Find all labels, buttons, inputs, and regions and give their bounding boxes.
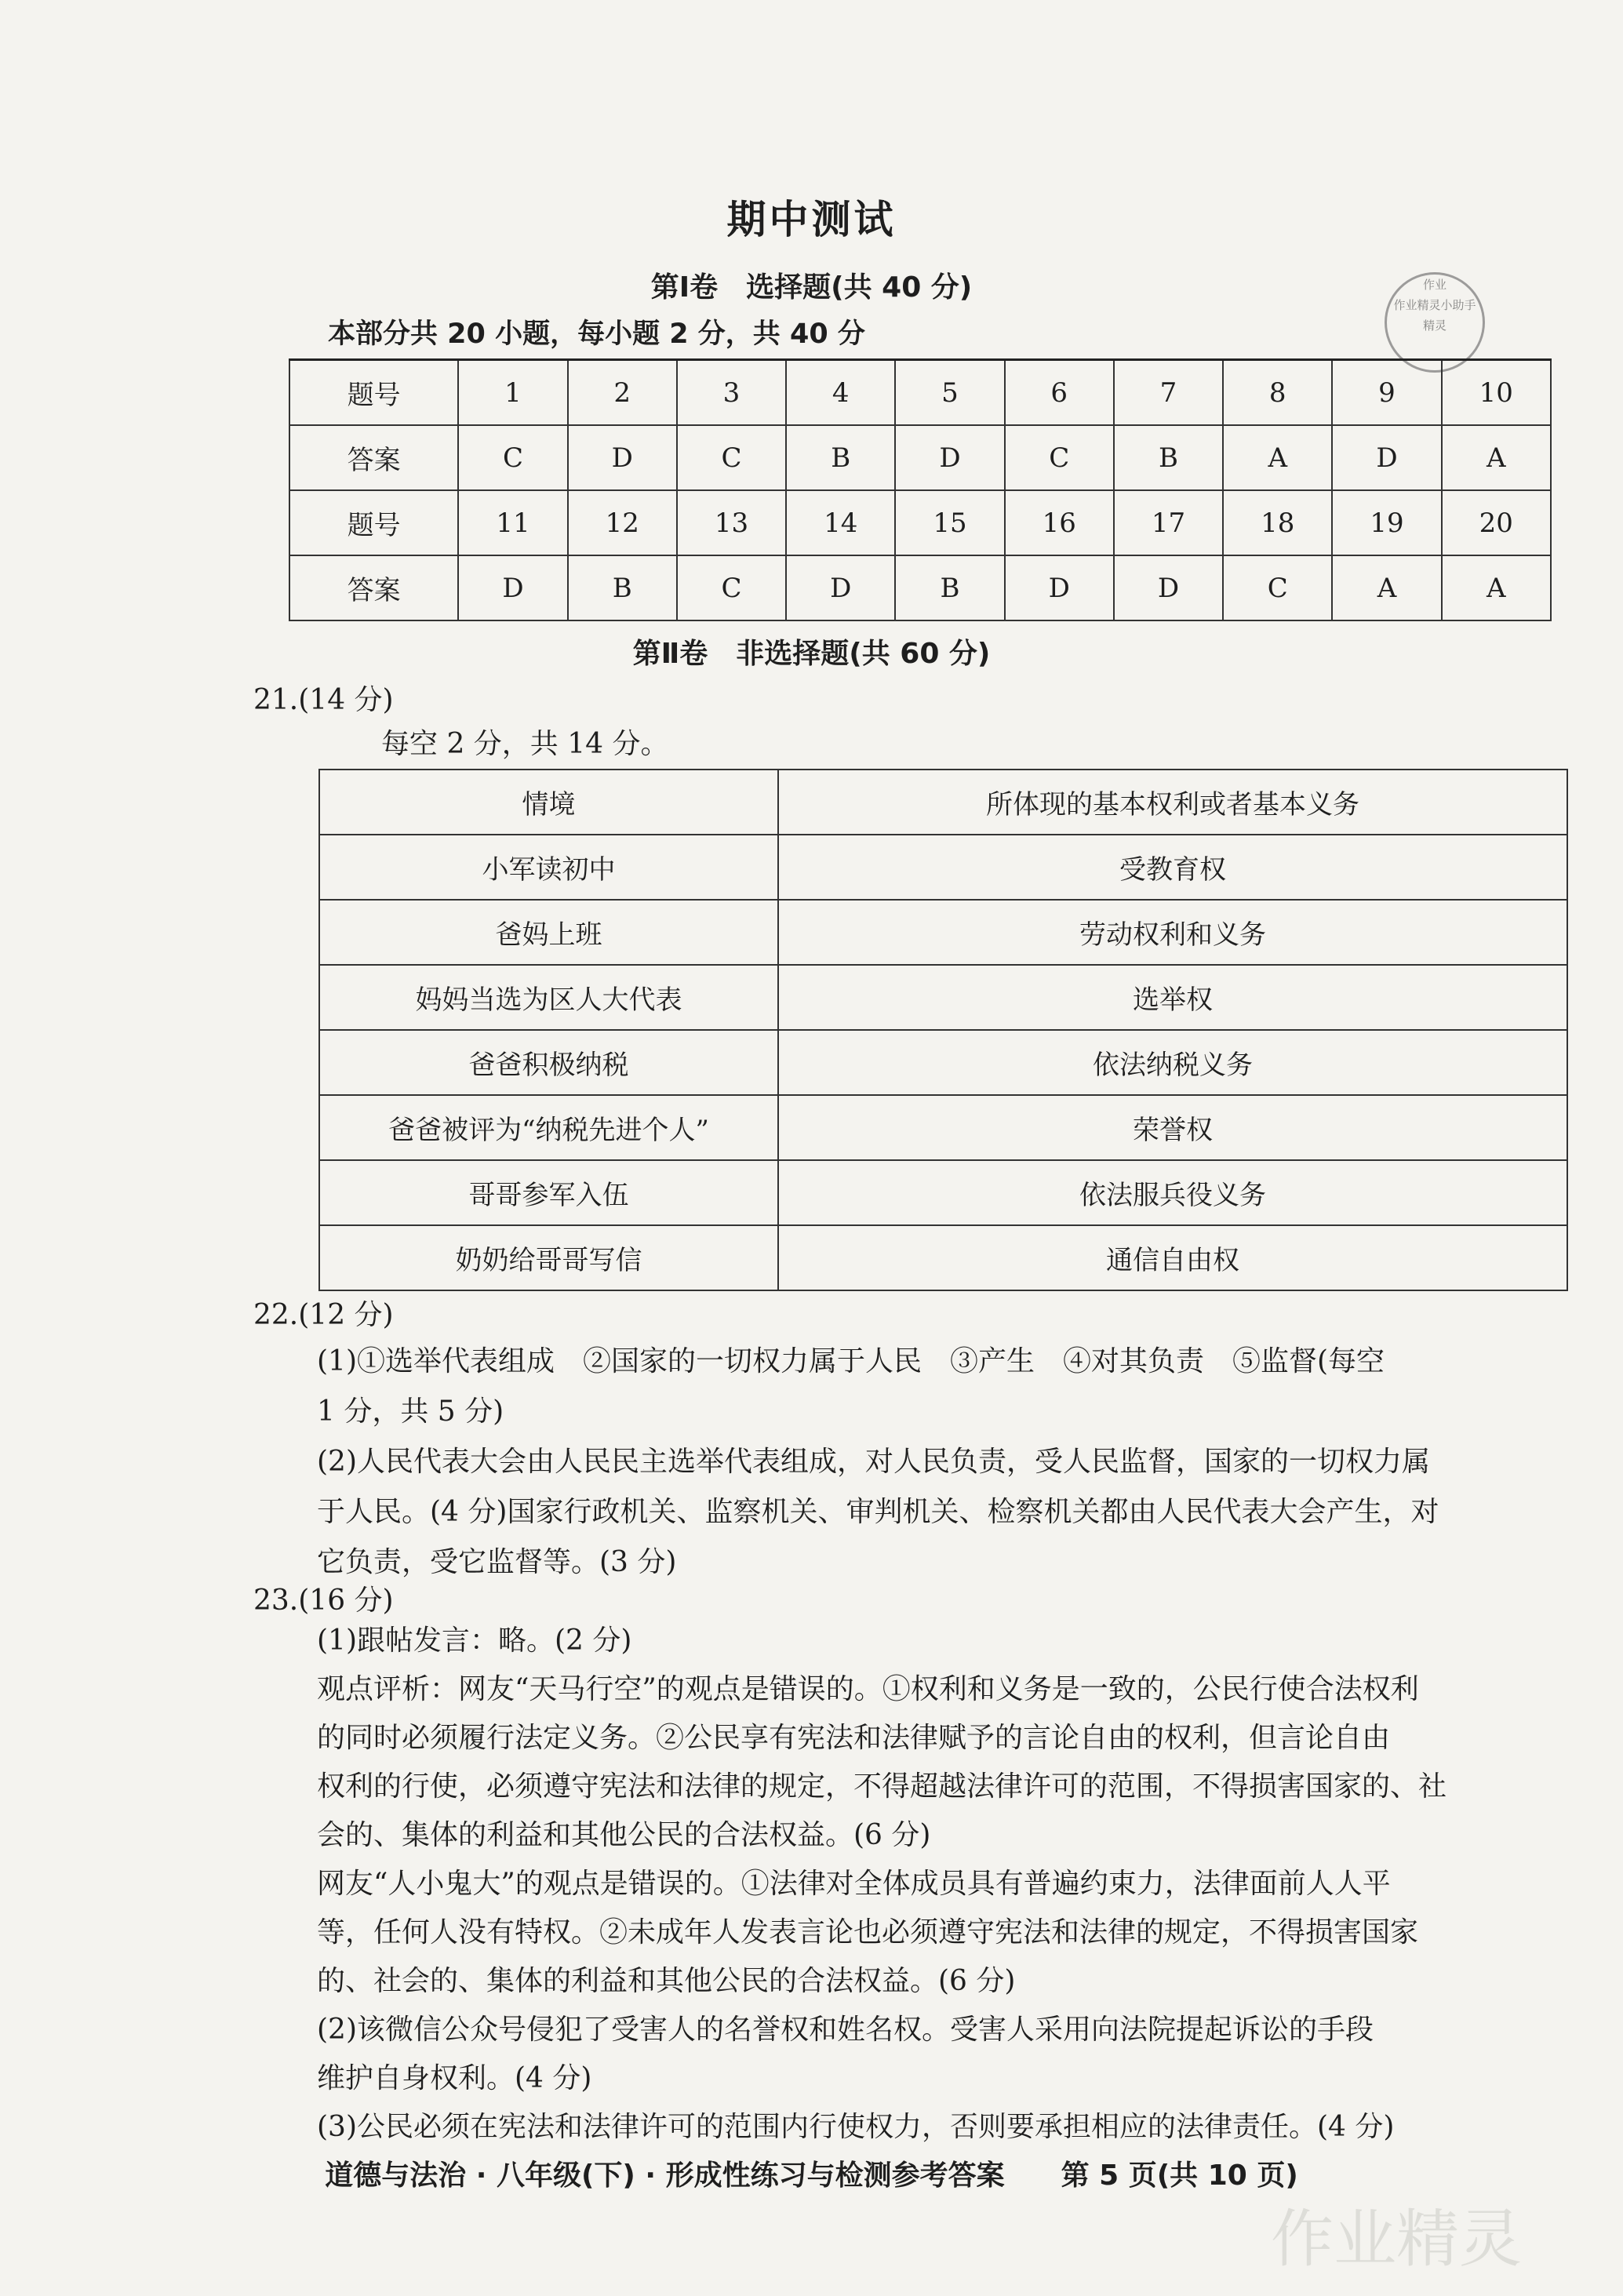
table-row: 题号 1 2 3 4 5 6 7 8 9 10: [289, 360, 1551, 426]
q21-label: 21.(14 分): [253, 684, 394, 716]
q22-label: 22.(12 分): [253, 1299, 394, 1331]
q21-table: [318, 769, 1568, 1291]
part1-note: 本部分共 20 小题，每小题 2 分，共 40 分: [328, 318, 865, 350]
q22-line: 它负责，受它监督等。(3 分): [317, 1546, 677, 1578]
part2-heading: 第Ⅱ卷 非选择题(共 60 分): [632, 638, 991, 670]
table-row: 哥哥参军入伍 依法服兵役义务: [319, 1160, 1567, 1225]
q23-line: 的、社会的、集体的利益和其他公民的合法权益。(6 分): [317, 1965, 1016, 1997]
table-row: [319, 770, 1567, 835]
table-row: 妈妈当选为区人大代表 选举权: [319, 965, 1567, 1030]
q23-line: 观点评析：网友“天马行空”的观点是错误的。①权利和义务是一致的，公民行使合法权利: [317, 1673, 1419, 1705]
q21-note: 每空 2 分，共 14 分。: [381, 728, 669, 760]
q22-line: (2)人民代表大会由人民民主选举代表组成，对人民负责，受人民监督，国家的一切权力属: [317, 1446, 1430, 1478]
q23-line: 的同时必须履行法定义务。②公民享有宪法和法律赋予的言论自由的权利，但言论自由: [317, 1722, 1391, 1754]
q23-line: (1)跟帖发言：略。(2 分): [317, 1625, 632, 1657]
row-label: 答案: [289, 555, 458, 620]
q23-line: (2)该微信公众号侵犯了受害人的名誉权和姓名权。受害人采用向法院提起诉讼的手段: [317, 2014, 1374, 2046]
answer-table-choice: [289, 358, 1552, 621]
table-header: 所体现的基本权利或者基本义务: [778, 770, 1567, 835]
part1-heading: 第Ⅰ卷 选择题(共 40 分): [650, 271, 973, 304]
q23-line: 权利的行使，必须遵守宪法和法律的规定，不得超越法律许可的范围，不得损害国家的、社: [317, 1770, 1447, 1803]
q23-line: 等，任何人没有特权。②未成年人发表言论也必须遵守宪法和法律的规定，不得损害国家: [317, 1916, 1419, 1949]
q22-line: (1)①选举代表组成 ②国家的一切权力属于人民 ③产生 ④对其负责 ⑤监督(每空: [317, 1345, 1385, 1377]
page-footer: 道德与法治 · 八年级(下) · 形成性练习与检测参考答案 第 5 页(共 10 页): [325, 2160, 1298, 2192]
table-row: 答案 D B C D B D D C A A: [289, 555, 1551, 620]
table-row: 题号 11 12 13 14 15 16 17 18 19 20: [289, 490, 1551, 555]
watermark-text: 作业精灵: [1271, 2203, 1522, 2276]
table-row: 小军读初中 受教育权: [319, 835, 1567, 900]
table-row: 爸爸积极纳税 依法纳税义务: [319, 1030, 1567, 1095]
table-row: 爸爸被评为“纳税先进个人” 荣誉权: [319, 1095, 1567, 1160]
q22-line: 1 分，共 5 分): [317, 1395, 504, 1428]
q23-label: 23.(16 分): [253, 1585, 394, 1617]
q23-line: 网友“人小鬼大”的观点是错误的。①法律对全体成员具有普遍约束力，法律面前人人平: [317, 1868, 1391, 1900]
row-label: 题号: [289, 360, 458, 426]
row-label: 答案: [289, 425, 458, 490]
q23-line: 会的、集体的利益和其他公民的合法权益。(6 分): [317, 1819, 931, 1851]
table-row: 奶奶给哥哥写信 通信自由权: [319, 1225, 1567, 1290]
watermark-stamp: 作业 作业精灵小助手 精灵: [1385, 272, 1485, 373]
q22-line: 于人民。(4 分)国家行政机关、监察机关、审判机关、检察机关都由人民代表大会产生，对: [317, 1496, 1439, 1528]
table-row: 答案 C D C B D C B A D A: [289, 425, 1551, 490]
page-title: 期中测试: [726, 197, 897, 242]
q23-line: (3)公民必须在宪法和法律许可的范围内行使权力，否则要承担相应的法律责任。(4 分): [317, 2111, 1395, 2143]
table-row: 爸妈上班 劳动权利和义务: [319, 900, 1567, 965]
table-header: 情境: [319, 770, 778, 835]
row-label: 题号: [289, 490, 458, 555]
q23-line: 维护自身权利。(4 分): [317, 2062, 592, 2094]
